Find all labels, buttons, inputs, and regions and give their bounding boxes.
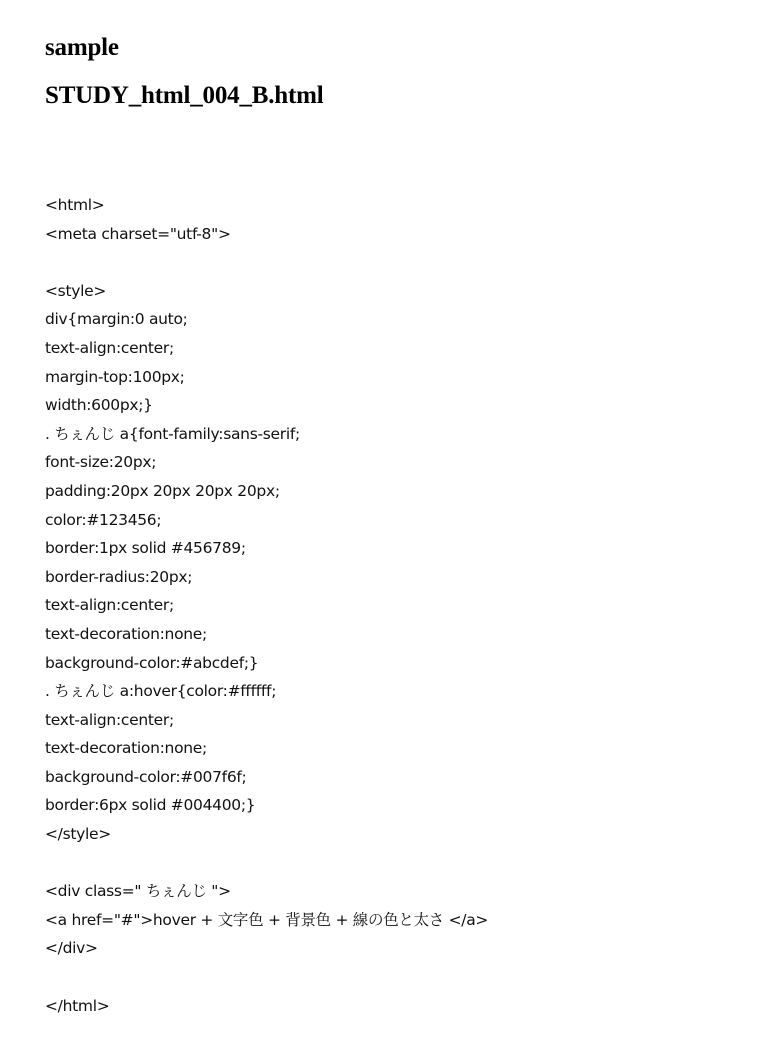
code-line: </html> [45,996,110,1015]
code-line: <html> [45,196,105,214]
code-line: <meta charset="utf-8"> [45,224,231,243]
code-line: color:#123456; [45,510,162,529]
code-line: border-radius:20px; [45,567,193,586]
code-line: width:600px;} [45,396,153,415]
code-line: text-decoration:none; [45,624,207,643]
code-line: border:1px solid #456789; [45,539,246,558]
code-line: <div class=" ちぇんじ "> [45,882,231,901]
code-line: padding:20px 20px 20px 20px; [45,481,280,500]
code-line: text-align:center; [45,710,174,729]
code-line: background-color:#abcdef;} [45,653,259,672]
code-line: font-size:20px; [45,453,157,472]
code-line: . ちぇんじ a{font-family:sans-serif; [45,424,300,443]
document-filename: STUDY_html_004_B.html [45,82,324,109]
code-line-blank [45,849,765,878]
code-line: border:6px solid #004400;} [45,796,256,815]
code-line: . ちぇんじ a:hover{color:#ffffff; [45,682,277,701]
code-line: background-color:#007f6f; [45,767,247,786]
code-line: </div> [45,939,98,958]
document-heading: sample [45,34,119,61]
code-line-blank [45,963,765,992]
code-line: <style> [45,281,107,300]
code-line: text-decoration:none; [45,739,207,758]
code-line: text-align:center; [45,338,174,357]
code-line: div{margin:0 auto; [45,310,188,329]
code-line: <a href="#">hover + 文字色 + 背景色 + 線の色と太さ </a> [45,910,489,929]
code-line-blank [45,248,765,277]
code-listing [45,191,765,1020]
code-line: </style> [45,825,111,844]
code-line: text-align:center; [45,596,174,615]
code-line: margin-top:100px; [45,367,185,386]
